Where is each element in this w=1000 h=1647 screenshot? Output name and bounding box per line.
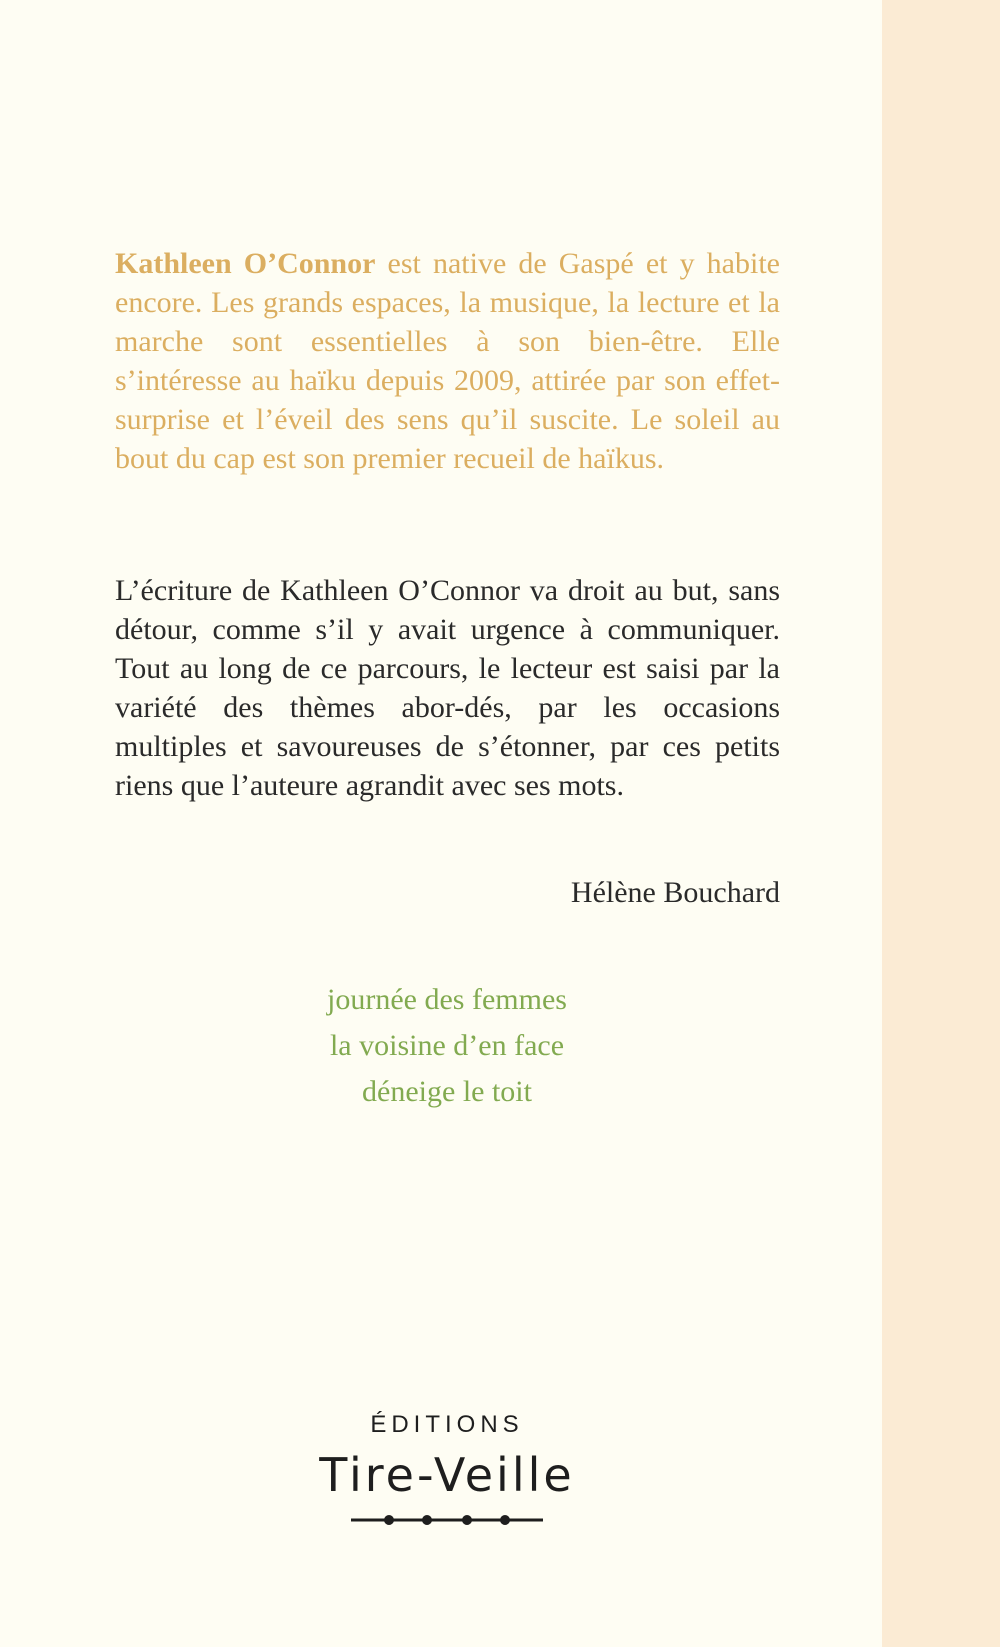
ornament-divider-icon [347, 1512, 547, 1528]
haiku-line: journée des femmes [327, 983, 567, 1016]
haiku-line: déneige le toit [362, 1075, 532, 1108]
review-author: Hélène Bouchard [570, 876, 780, 909]
haiku [247, 977, 647, 1115]
publisher-label: ÉDITIONS [370, 1411, 524, 1438]
publisher-logo [247, 1410, 647, 1528]
haiku-line: la voisine d’en face [329, 1029, 565, 1062]
author-name: Kathleen O’Connor [115, 247, 376, 280]
author-bio-text: est native de Gaspé et y habite encore. Les grands espaces, la musique, la lecture et la marche sont essentielles à son bien-être. Elle s’intéresse au haïku depuis 2009, attirée par son effet-surprise et l’éveil des sens qu’il suscite. Le soleil au bout du cap est son premier recueil de haïkus. [115, 247, 780, 475]
review-text: L’écriture de Kathleen O’Connor va droit au but, sans détour, comme s’il y avait urgence à communiquer. Tout au long de ce parcours, le lecteur est saisi par la variété des thèmes abor-dés, par les occasions multiples et savoureuses de s’étonner, par ces petits riens que l’auteure agrandit avec ses mots. [115, 574, 780, 802]
author-bio [115, 244, 780, 478]
spine-strip [882, 0, 1000, 1647]
publisher-name: Tire-Veille [319, 1448, 575, 1502]
